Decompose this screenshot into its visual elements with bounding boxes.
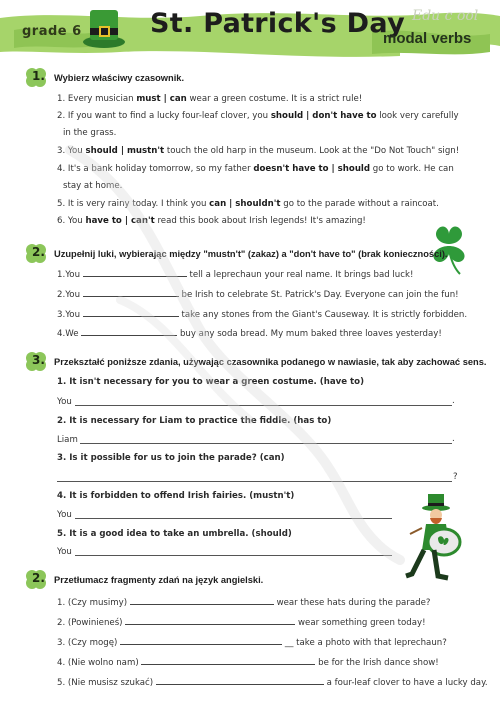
page-title: St. Patrick's Day — [150, 8, 405, 39]
gap-line[interactable] — [156, 676, 324, 685]
answer-start: You — [57, 547, 72, 557]
gap-line[interactable] — [120, 636, 282, 645]
translation-item: 1. (Czy musimy) wear these hats during the parade? — [57, 598, 431, 608]
gap-item: 1.You tell a leprechaun your real name. It brings bad luck! — [57, 270, 414, 280]
answer-end-punct: . — [452, 396, 455, 406]
answer-line[interactable] — [75, 517, 392, 519]
clover-icon: 2. — [24, 568, 48, 592]
question-text: 4. It is forbidden to offend Irish fairies. (mustn't) — [57, 491, 295, 501]
gap-line[interactable] — [141, 656, 315, 665]
list-item-continuation: stay at home. — [63, 181, 123, 191]
list-item: 6. You have to | can't read this book about Irish legends! It's amazing! — [57, 216, 366, 226]
translation-item: 5. (Nie musisz szukać) a four-leaf clover to have a lucky day. — [57, 678, 488, 688]
leprechaun-drummer-illustration — [402, 492, 482, 584]
section-4-title: Przetłumacz fragmenty zdań na język angielski. — [54, 575, 264, 585]
gap-line[interactable] — [83, 308, 179, 317]
translation-item: 2. (Powinieneś) wear something green today! — [57, 618, 426, 628]
translation-item: 4. (Nie wolno nam) be for the Irish dance show! — [57, 658, 439, 668]
answer-start: You — [57, 397, 72, 407]
header — [0, 0, 500, 62]
answer-end-punct: ? — [453, 472, 458, 482]
gap-line[interactable] — [83, 288, 179, 297]
translation-item: 3. (Czy mogę) __ take a photo with that leprechaun? — [57, 638, 447, 648]
question-text: 5. It is a good idea to take an umbrella. (should) — [57, 529, 292, 539]
clover-icon: 1. — [24, 66, 48, 90]
answer-start: Liam — [57, 435, 78, 445]
gap-item: 3.You take any stones from the Giant's Causeway. It is strictly forbidden. — [57, 310, 468, 320]
list-item: 2. If you want to find a lucky four-leaf clover, you should | don't have to look very carefully — [57, 111, 459, 121]
grade-label: grade 6 — [22, 24, 82, 39]
answer-line[interactable] — [75, 554, 392, 556]
question-text: 3. Is it possible for us to join the parade? (can) — [57, 453, 285, 463]
clover-icon: 3. — [24, 350, 48, 374]
page-subtitle: modal verbs — [383, 30, 472, 47]
section-2-header — [24, 242, 448, 266]
list-item-continuation: in the grass. — [63, 128, 117, 138]
answer-line[interactable] — [75, 404, 452, 406]
answer-start: You — [57, 510, 72, 520]
section-2-title: Uzupełnij luki, wybierając między "mustn't" (zakaz) a "don't have to" (brak konieczności). — [54, 249, 448, 259]
gap-line[interactable] — [83, 268, 187, 277]
section-3-title: Przekształć poniższe zdania, używając czasownika podanego w nawiasie, tak aby zachować sens. — [54, 357, 487, 367]
section-1-title: Wybierz właściwy czasownik. — [54, 73, 185, 83]
question-text: 2. It is necessary for Liam to practice the fiddle. (has to) — [57, 416, 332, 426]
gap-item: 4.We buy any soda bread. My mum baked three loaves yesterday! — [57, 329, 442, 339]
list-item: 5. It is very rainy today. I think you can | shouldn't go to the parade without a raincoat. — [57, 199, 439, 209]
list-item: 3. You should | mustn't touch the old harp in the museum. Look at the "Do Not Touch" sign! — [57, 146, 460, 156]
section-3-header — [24, 350, 486, 374]
answer-end-punct: . — [452, 434, 455, 444]
leprechaun-hat-icon — [82, 4, 126, 50]
section-4-header — [24, 568, 263, 592]
question-text: 1. It isn't necessary for you to wear a green costume. (have to) — [57, 377, 364, 387]
gap-line[interactable] — [81, 327, 177, 336]
answer-line[interactable] — [80, 442, 452, 444]
list-item: 1. Every musician must | can wear a green costume. It is a strict rule! — [57, 94, 363, 104]
gap-line[interactable] — [125, 616, 295, 625]
gap-line[interactable] — [130, 596, 274, 605]
gap-item: 2.You be Irish to celebrate St. Patrick's Day. Everyone can join the fun! — [57, 290, 459, 300]
clover-icon: 2. — [24, 242, 48, 266]
section-1-header — [24, 66, 184, 90]
list-item: 4. It's a bank holiday tomorrow, so my father doesn't have to | should go to work. He can — [57, 164, 454, 174]
answer-line[interactable] — [57, 480, 452, 482]
brand-watermark: Edu c ool — [412, 8, 479, 24]
